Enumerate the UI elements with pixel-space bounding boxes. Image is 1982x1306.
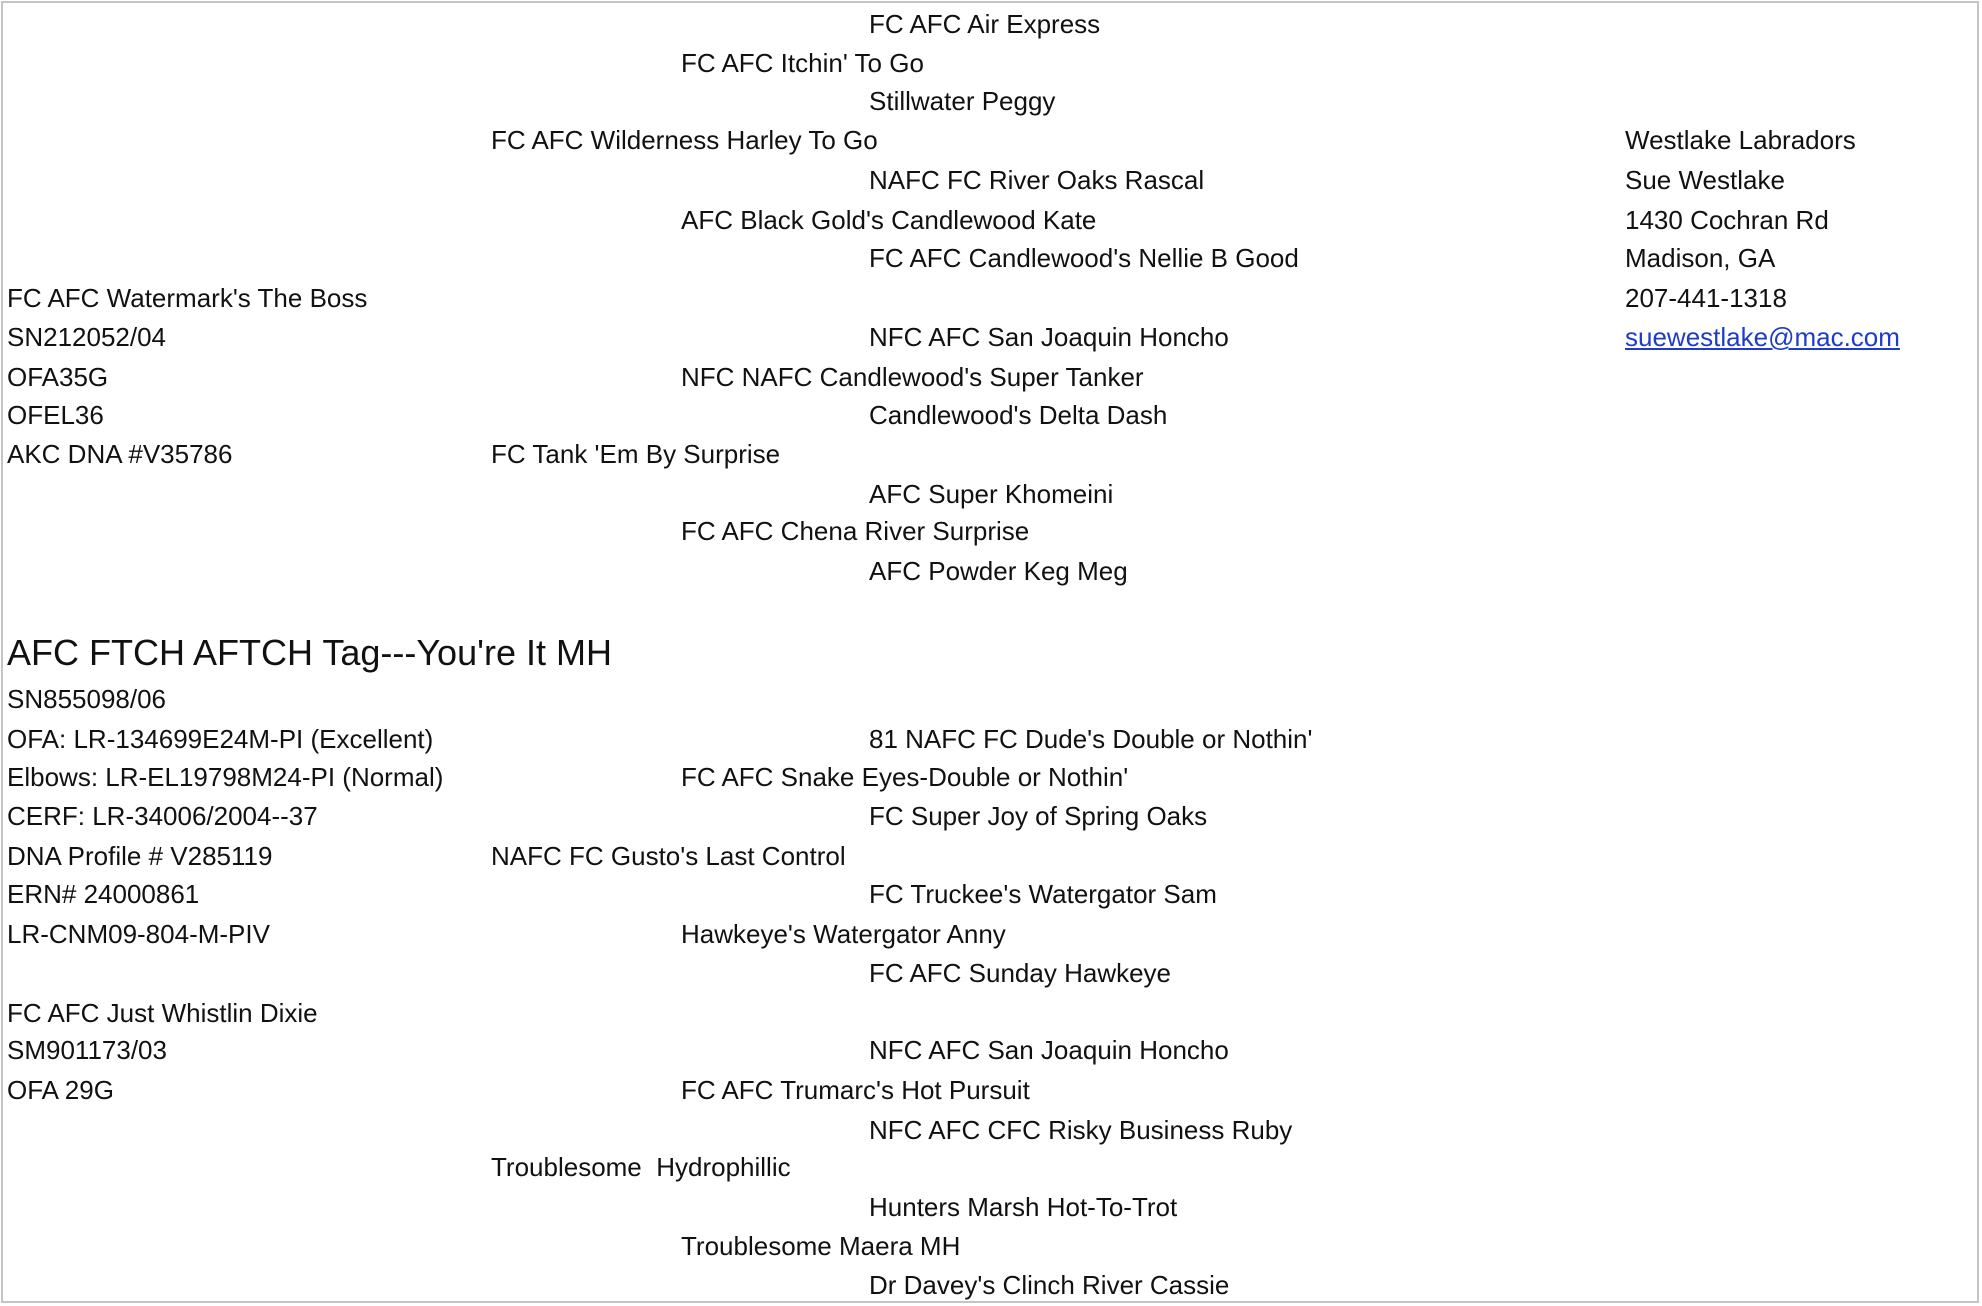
contact-phone: 207-441-1318 <box>1625 283 1787 313</box>
main-dog-name: AFC FTCH AFTCH Tag---You're It MH <box>7 632 612 673</box>
main-dog-ofa: OFA: LR-134699E24M-PI (Excellent) <box>7 724 434 754</box>
dam-g3-1: 81 NAFC FC Dude's Double or Nothin' <box>869 724 1313 754</box>
dam-registration: SM901173/03 <box>7 1035 167 1065</box>
dam-g3-5: NFC AFC San Joaquin Honcho <box>869 1035 1229 1065</box>
main-dog-elbows: Elbows: LR-EL19798M24-PI (Normal) <box>7 762 444 792</box>
dam-dam-dam: Troublesome Maera MH <box>681 1231 961 1261</box>
contact-city: Madison, GA <box>1625 243 1776 273</box>
sire-sire-dam: AFC Black Gold's Candlewood Kate <box>681 205 1097 235</box>
dam-g3-3: FC Truckee's Watergator Sam <box>869 879 1217 909</box>
dam-sire-dam: Hawkeye's Watergator Anny <box>681 919 1006 949</box>
contact-name: Sue Westlake <box>1625 165 1785 195</box>
sire-sire-sire: FC AFC Itchin' To Go <box>681 48 924 78</box>
sire-g3-1: FC AFC Air Express <box>869 9 1101 39</box>
dam-sire-sire: FC AFC Snake Eyes-Double or Nothin' <box>681 762 1129 792</box>
sire-g3-8: AFC Powder Keg Meg <box>869 556 1128 586</box>
sire-dna: AKC DNA #V35786 <box>7 439 233 469</box>
contact-kennel: Westlake Labradors <box>1625 125 1856 155</box>
main-dog-registration: SN855098/06 <box>7 684 167 714</box>
sire-g3-4: FC AFC Candlewood's Nellie B Good <box>869 243 1299 273</box>
dam-g3-6: NFC AFC CFC Risky Business Ruby <box>869 1115 1293 1145</box>
sire-hips: OFA35G <box>7 362 109 392</box>
main-dog-ern: ERN# 24000861 <box>7 879 200 909</box>
dam-g3-4: FC AFC Sunday Hawkeye <box>869 958 1172 988</box>
main-dog-cnm: LR-CNM09-804-M-PIV <box>7 919 270 949</box>
dam-g3-2: FC Super Joy of Spring Oaks <box>869 801 1208 831</box>
dam-name: FC AFC Just Whistlin Dixie <box>7 998 318 1028</box>
dam-g3-8: Dr Davey's Clinch River Cassie <box>869 1270 1230 1300</box>
dam-dam-sire: FC AFC Trumarc's Hot Pursuit <box>681 1075 1030 1105</box>
contact-street: 1430 Cochran Rd <box>1625 205 1829 235</box>
main-dog-dna: DNA Profile # V285119 <box>7 841 273 871</box>
sire-g3-2: Stillwater Peggy <box>869 86 1056 116</box>
contact-email-link[interactable]: suewestlake@mac.com <box>1625 322 1900 352</box>
dam-g3-7: Hunters Marsh Hot-To-Trot <box>869 1192 1178 1222</box>
sire-g3-7: AFC Super Khomeini <box>869 479 1114 509</box>
dam-hips: OFA 29G <box>7 1075 114 1105</box>
sire-dam: FC Tank 'Em By Surprise <box>491 439 781 469</box>
sire-g3-6: Candlewood's Delta Dash <box>869 400 1168 430</box>
sire-elbows: OFEL36 <box>7 400 104 430</box>
dam-sire: NAFC FC Gusto's Last Control <box>491 841 846 871</box>
sire-registration: SN212052/04 <box>7 322 167 352</box>
sire-dam-dam: FC AFC Chena River Surprise <box>681 516 1030 546</box>
sire-sire: FC AFC Wilderness Harley To Go <box>491 125 878 155</box>
sire-g3-5: NFC AFC San Joaquin Honcho <box>869 322 1229 352</box>
sire-name: FC AFC Watermark's The Boss <box>7 283 368 313</box>
sire-g3-3: NAFC FC River Oaks Rascal <box>869 165 1205 195</box>
main-dog-cerf: CERF: LR-34006/2004--37 <box>7 801 318 831</box>
dam-dam: Troublesome Hydrophillic <box>491 1152 791 1182</box>
sire-dam-sire: NFC NAFC Candlewood's Super Tanker <box>681 362 1144 392</box>
